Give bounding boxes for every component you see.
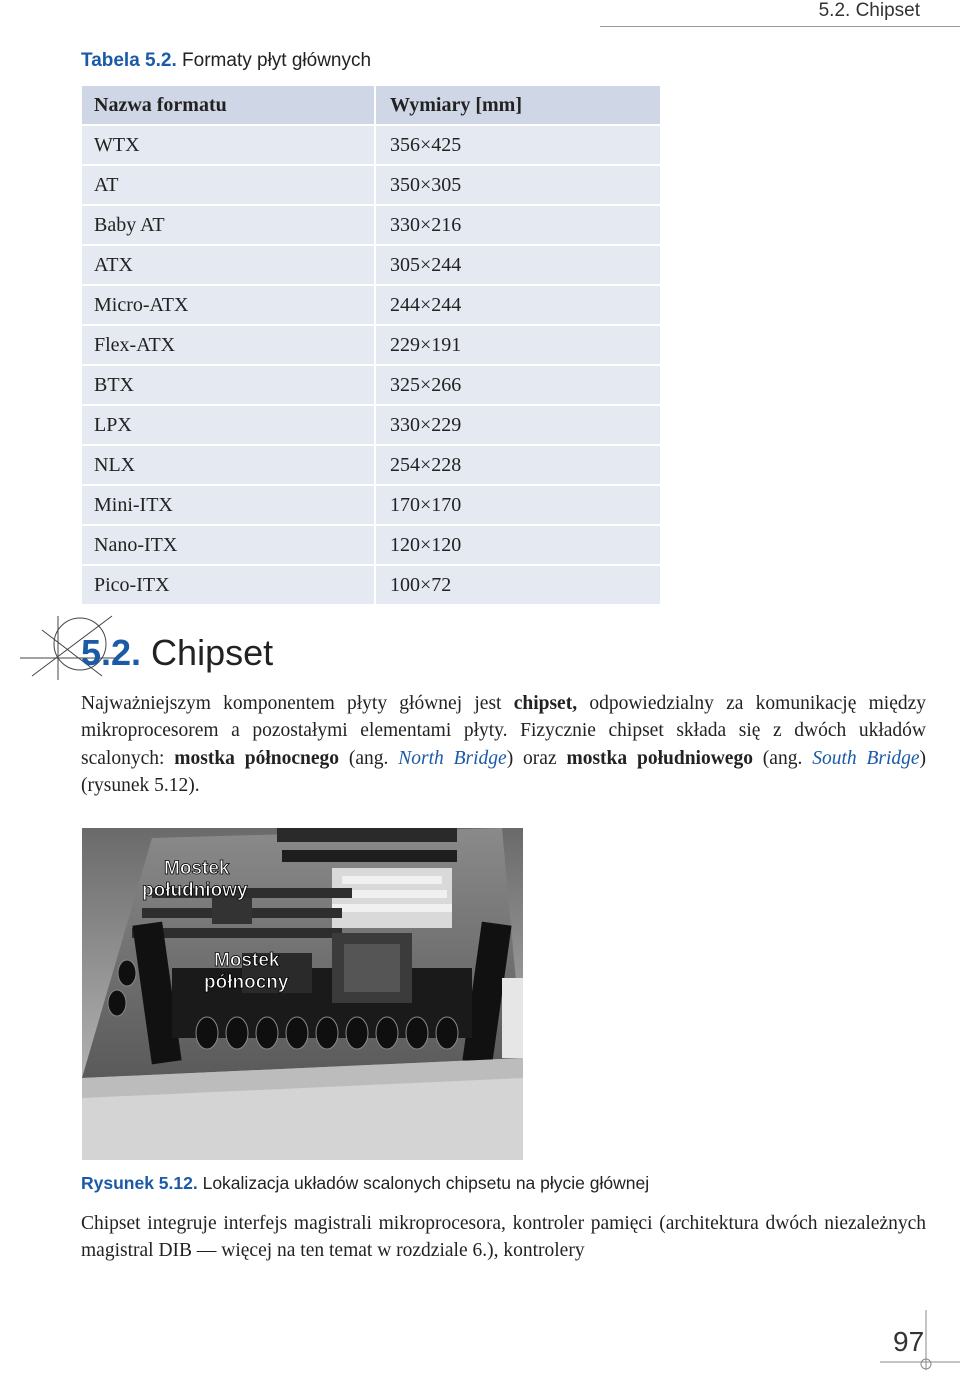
text-run: odpowiedzialny za komunikację między mikroprocesorem a pozostałymi elementami płyty. Fizycznie chipset składa się z dwóch układów scalonych:: [81, 693, 927, 769]
section-number: 5.2.: [81, 632, 142, 673]
formats-table: [82, 86, 662, 606]
text-run: ) (rysunek 5.12).: [81, 747, 927, 796]
dimensions-cell: 356×425: [376, 126, 662, 166]
paragraph-intro: [81, 690, 926, 799]
label-south-bridge-line1: Mostek: [164, 858, 230, 879]
section-title-text: Chipset: [141, 632, 274, 673]
text-run: (ang.: [752, 747, 813, 769]
dimensions-cell: 120×120: [376, 526, 662, 566]
format-name-cell: Baby AT: [82, 206, 376, 246]
table-caption-text: Formaty płyt głównych: [176, 50, 372, 71]
format-name-cell: NLX: [82, 446, 376, 486]
format-name-cell: ATX: [82, 246, 376, 286]
format-name-cell: Flex-ATX: [82, 326, 376, 366]
dimensions-cell: 100×72: [376, 566, 662, 606]
dimensions-cell: 229×191: [376, 326, 662, 366]
dimensions-cell: 330×229: [376, 406, 662, 446]
term-south-bridge: mostka południowego: [566, 747, 753, 769]
dimensions-cell: 330×216: [376, 206, 662, 246]
format-name-cell: Pico-ITX: [82, 566, 376, 606]
dimensions-cell: 170×170: [376, 486, 662, 526]
format-name-cell: LPX: [82, 406, 376, 446]
table-row: [82, 206, 662, 246]
figure-caption-text: Lokalizacja układów scalonych chipsetu na płycie głównej: [197, 1173, 650, 1193]
dimensions-cell: 244×244: [376, 286, 662, 326]
text-run: Najważniejszym komponentem płyty głównej jest: [81, 693, 514, 714]
table-caption: [81, 50, 371, 72]
table-row: [82, 366, 662, 406]
term-north-bridge: mostka północnego: [174, 747, 340, 769]
table-row: [82, 326, 662, 366]
dimensions-cell: 305×244: [376, 246, 662, 286]
dimensions-cell: 325×266: [376, 366, 662, 406]
format-name-cell: AT: [82, 166, 376, 206]
english-term: South Bridge: [812, 747, 920, 769]
format-name-cell: BTX: [82, 366, 376, 406]
dimensions-cell: 254×228: [376, 446, 662, 486]
label-south-bridge-line2: południowy: [142, 880, 248, 901]
motherboard-illustration: [82, 828, 523, 1160]
table-row: [82, 446, 662, 486]
table-caption-number: Tabela 5.2.: [81, 50, 177, 71]
table-row: [82, 126, 662, 166]
format-name-cell: Micro-ATX: [82, 286, 376, 326]
text-run: (ang.: [339, 747, 399, 769]
paragraph-chipset-integration: Chipset integruje interfejs magistrali mikroprocesora, kontroler pamięci (architektura dwóch niezależnych magistral DIB — więcej na ten temat w rozdziale 6.), kontrolery: [81, 1213, 926, 1262]
header-rule: [600, 26, 960, 27]
figure-caption: [81, 1173, 649, 1194]
table-header-row: [82, 86, 662, 126]
table-row: [82, 486, 662, 526]
label-north-bridge-line2: północny: [204, 972, 289, 993]
format-name-cell: WTX: [82, 126, 376, 166]
motherboard-photo: [82, 828, 523, 1160]
table-row: [82, 566, 662, 606]
page-number: 97: [893, 1326, 925, 1357]
format-name-cell: Nano-ITX: [82, 526, 376, 566]
column-header-dimensions: Wymiary [mm]: [376, 86, 662, 126]
column-header-format: Nazwa formatu: [82, 86, 376, 126]
english-term: North Bridge: [398, 747, 507, 769]
table-row: [82, 526, 662, 566]
dimensions-cell: 350×305: [376, 166, 662, 206]
table-row: [82, 166, 662, 206]
figure-caption-number: Rysunek 5.12.: [81, 1173, 198, 1193]
format-name-cell: Mini-ITX: [82, 486, 376, 526]
section-heading: [81, 632, 273, 674]
table-row: [82, 246, 662, 286]
table-row: [82, 406, 662, 446]
label-north-bridge-line1: Mostek: [214, 950, 280, 971]
text-run: ) oraz: [506, 747, 567, 769]
term-chipset: chipset,: [513, 693, 578, 714]
table-row: [82, 286, 662, 326]
running-head: 5.2. Chipset: [818, 0, 920, 21]
